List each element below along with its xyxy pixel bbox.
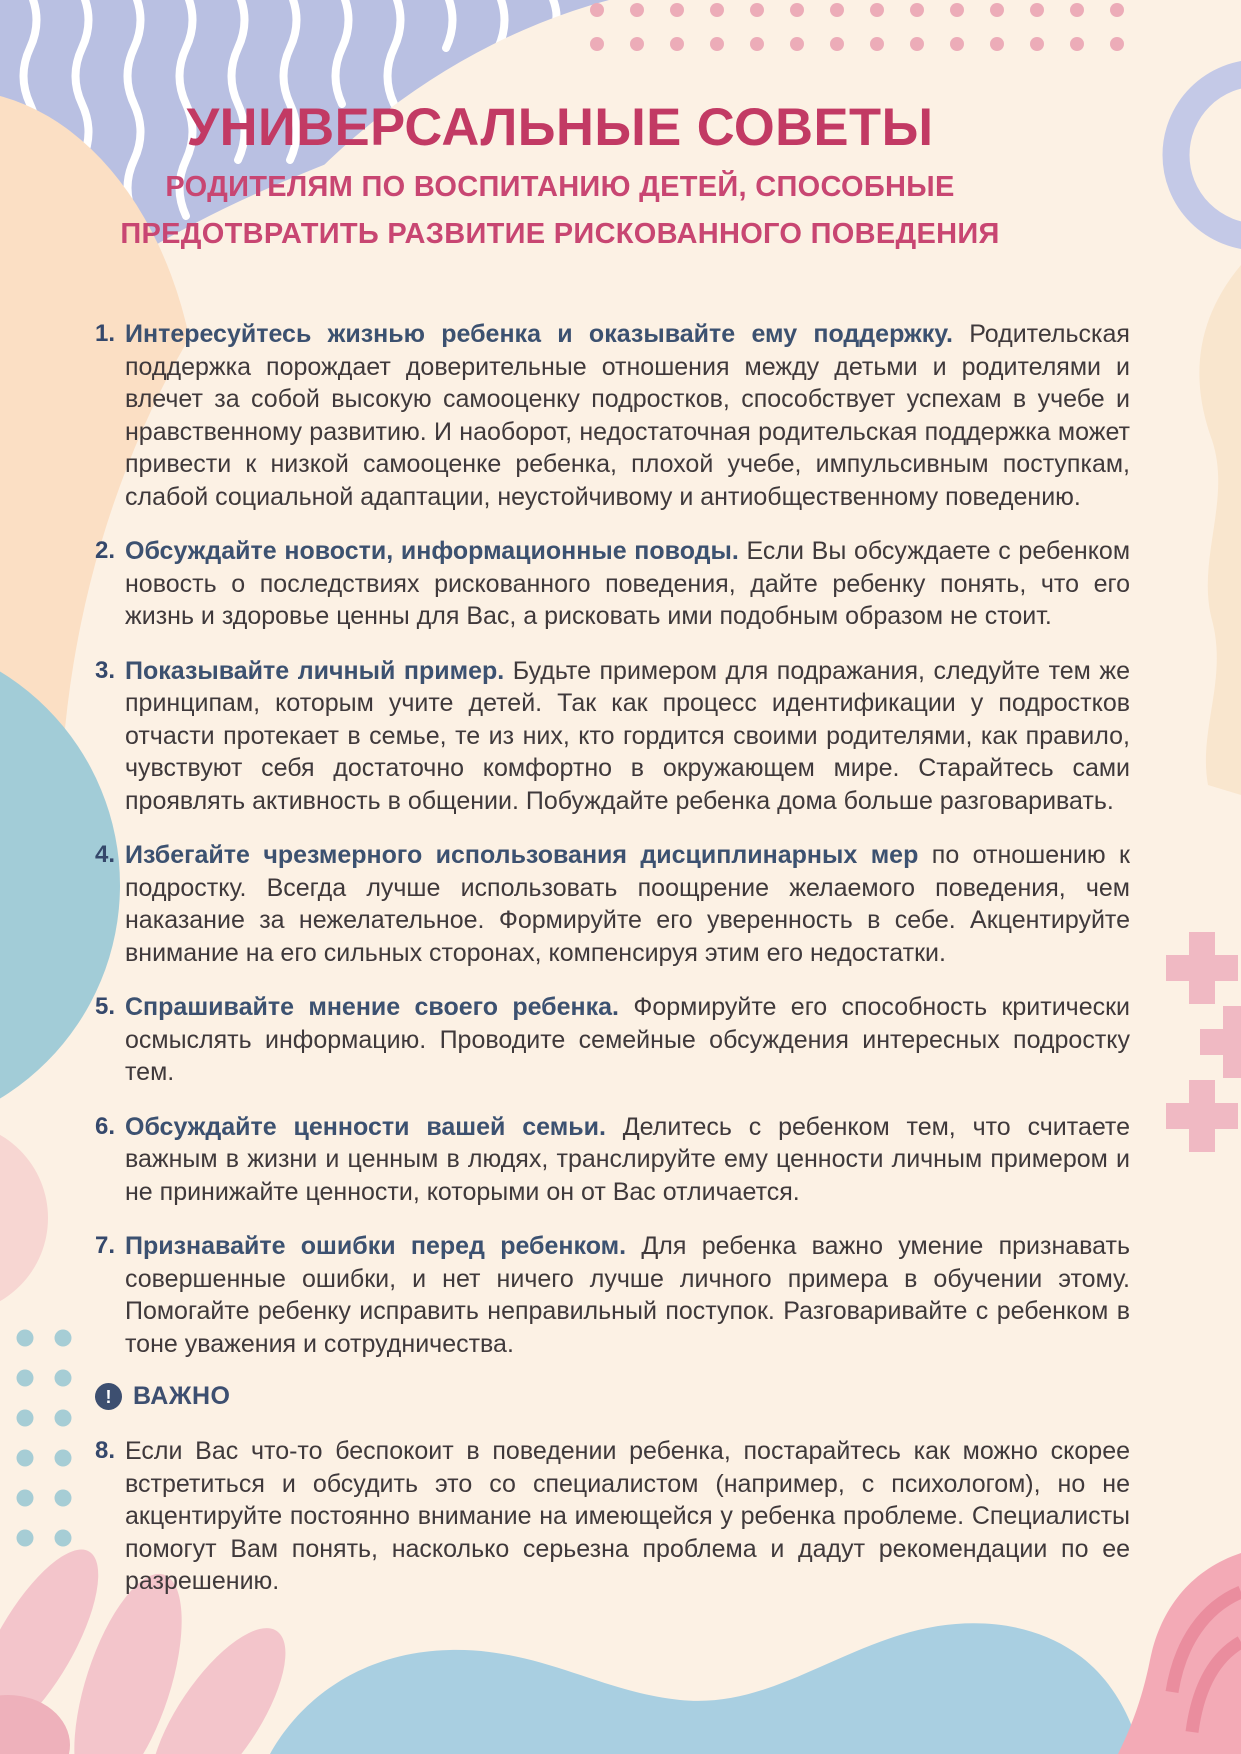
tip-item-2 (95, 535, 1130, 633)
tip-item-1 (95, 318, 1130, 513)
tips-list (95, 318, 1130, 1620)
tip-text (125, 535, 1130, 633)
tip-lead: Обсуждайте новости, информационные поводы. (125, 537, 739, 565)
tip-number: 3. (95, 656, 116, 684)
tip-lead: Показывайте личный пример. (125, 656, 505, 685)
exclamation-circle-icon (95, 1383, 122, 1410)
poster-title: УНИВЕРСАЛЬНЫЕ СОВЕТЫ (186, 98, 934, 157)
poster-header (50, 98, 1070, 258)
tip-number: 7. (95, 1232, 116, 1259)
tip-item-3 (95, 655, 1130, 818)
tip-body: по отношению к подростку. Всегда лучше использовать поощрение желаемого поведения, чем наказание за нежелательное. Формируйте его уверенность в себе. Акцентируйте внимание на его сильных сторонах, компенсируя этим его недостатки. (125, 841, 1130, 967)
exclamation-glyph: ! (105, 1386, 112, 1407)
tip-body: Для ребенка важно умение признавать совершенные ошибки, и нет ничего лучше личного примера в обучении этому. Помогайте ребенку исправить неправильный поступок. Разговаривайте с ребенком в тоне уважения и сотрудничества. (125, 1232, 1130, 1358)
tip-text (125, 655, 1130, 818)
important-note (95, 1382, 1130, 1411)
tip-text (125, 1230, 1130, 1360)
tip-number: 5. (95, 993, 116, 1020)
tip-number: 1. (95, 320, 116, 347)
tip-text (125, 839, 1130, 969)
tip-item-8 (95, 1435, 1130, 1598)
tip-text (125, 1435, 1130, 1598)
tip-body: Делитесь с ребенком тем, что считаете важным в жизни и ценным в людях, транслируйте ему ценности личным примером и не принижайте ценности, которыми он от Вас отличается. (125, 1112, 1130, 1206)
important-label: ВАЖНО (133, 1382, 231, 1410)
tip-text (125, 318, 1130, 513)
tip-lead: Спрашивайте мнение своего ребенка. (125, 993, 619, 1021)
poster-subtitle (50, 164, 1070, 258)
tip-number: 6. (95, 1112, 116, 1140)
tip-body: Будьте примером для подражания, следуйте тем же принципам, которым учите детей. Так как процесс идентификации у подростков отчасти протекает в семье, те из них, кто гордится своими родителями, как правило, чувствуют себя достаточно комфортно в окружающем мире. Старайтесь сами проявлять активность в общении. Побуждайте ребенка дома больше разговаривать. (125, 656, 1130, 815)
tip-item-7 (95, 1230, 1130, 1360)
tip-body: Родительская поддержка порождает доверительные отношения между детьми и родителями и влечет за собой высокую самооценку подростков, способствует успехам в учебе и нравственному развитию. И наоборот, недостаточная родительская поддержка может привести к низкой самооценке ребенка, плохой учебе, импульсивным поступкам, слабой социальной адаптации, неустойчивому и антиобщественному поведению. (125, 320, 1130, 511)
tip-number: 4. (95, 841, 116, 868)
tip-body: Если Вас что-то беспокоит в поведении ребенка, постарайтесь как можно скорее встретиться и обсудить это со специалистом (например, с психологом), но не акцентируйте постоянно внимание на имеющейся у ребенка проблеме. Специалисты помогут Вам понять, насколько серьезна проблема и дадут рекомендации по ее разрешению. (125, 1437, 1130, 1595)
tip-lead: Избегайте чрезмерного использования дисциплинарных мер (125, 841, 919, 869)
poster-subtitle-line1: РОДИТЕЛЯМ ПО ВОСПИТАНИЮ ДЕТЕЙ, СПОСОБНЫЕ (165, 171, 955, 203)
tip-text (125, 991, 1130, 1089)
tip-body: Если Вы обсуждаете с ребенком новость о последствиях рискованного поведения, дайте ребенку понять, что его жизнь и здоровье ценны для Вас, а рисковать ими подобным образом не стоит. (125, 537, 1131, 630)
tip-text (125, 1111, 1130, 1209)
tip-item-5 (95, 991, 1130, 1089)
tip-number: 8. (95, 1437, 116, 1464)
tip-item-4 (95, 839, 1130, 969)
poster-subtitle-line2: ПРЕДОТВРАТИТЬ РАЗВИТИЕ РИСКОВАННОГО ПОВЕДЕНИЯ (120, 218, 1000, 250)
tip-number: 2. (95, 537, 116, 564)
tip-lead: Интересуйтесь жизнью ребенка и оказывайте ему поддержку. (125, 320, 953, 348)
tip-body: Формируйте его способность критически осмыслять информацию. Проводите семейные обсуждения интересных подростку тем. (125, 993, 1131, 1086)
tip-item-6 (95, 1111, 1130, 1209)
tip-lead: Обсуждайте ценности вашей семьи. (125, 1112, 606, 1141)
tip-lead: Признавайте ошибки перед ребенком. (125, 1232, 627, 1260)
